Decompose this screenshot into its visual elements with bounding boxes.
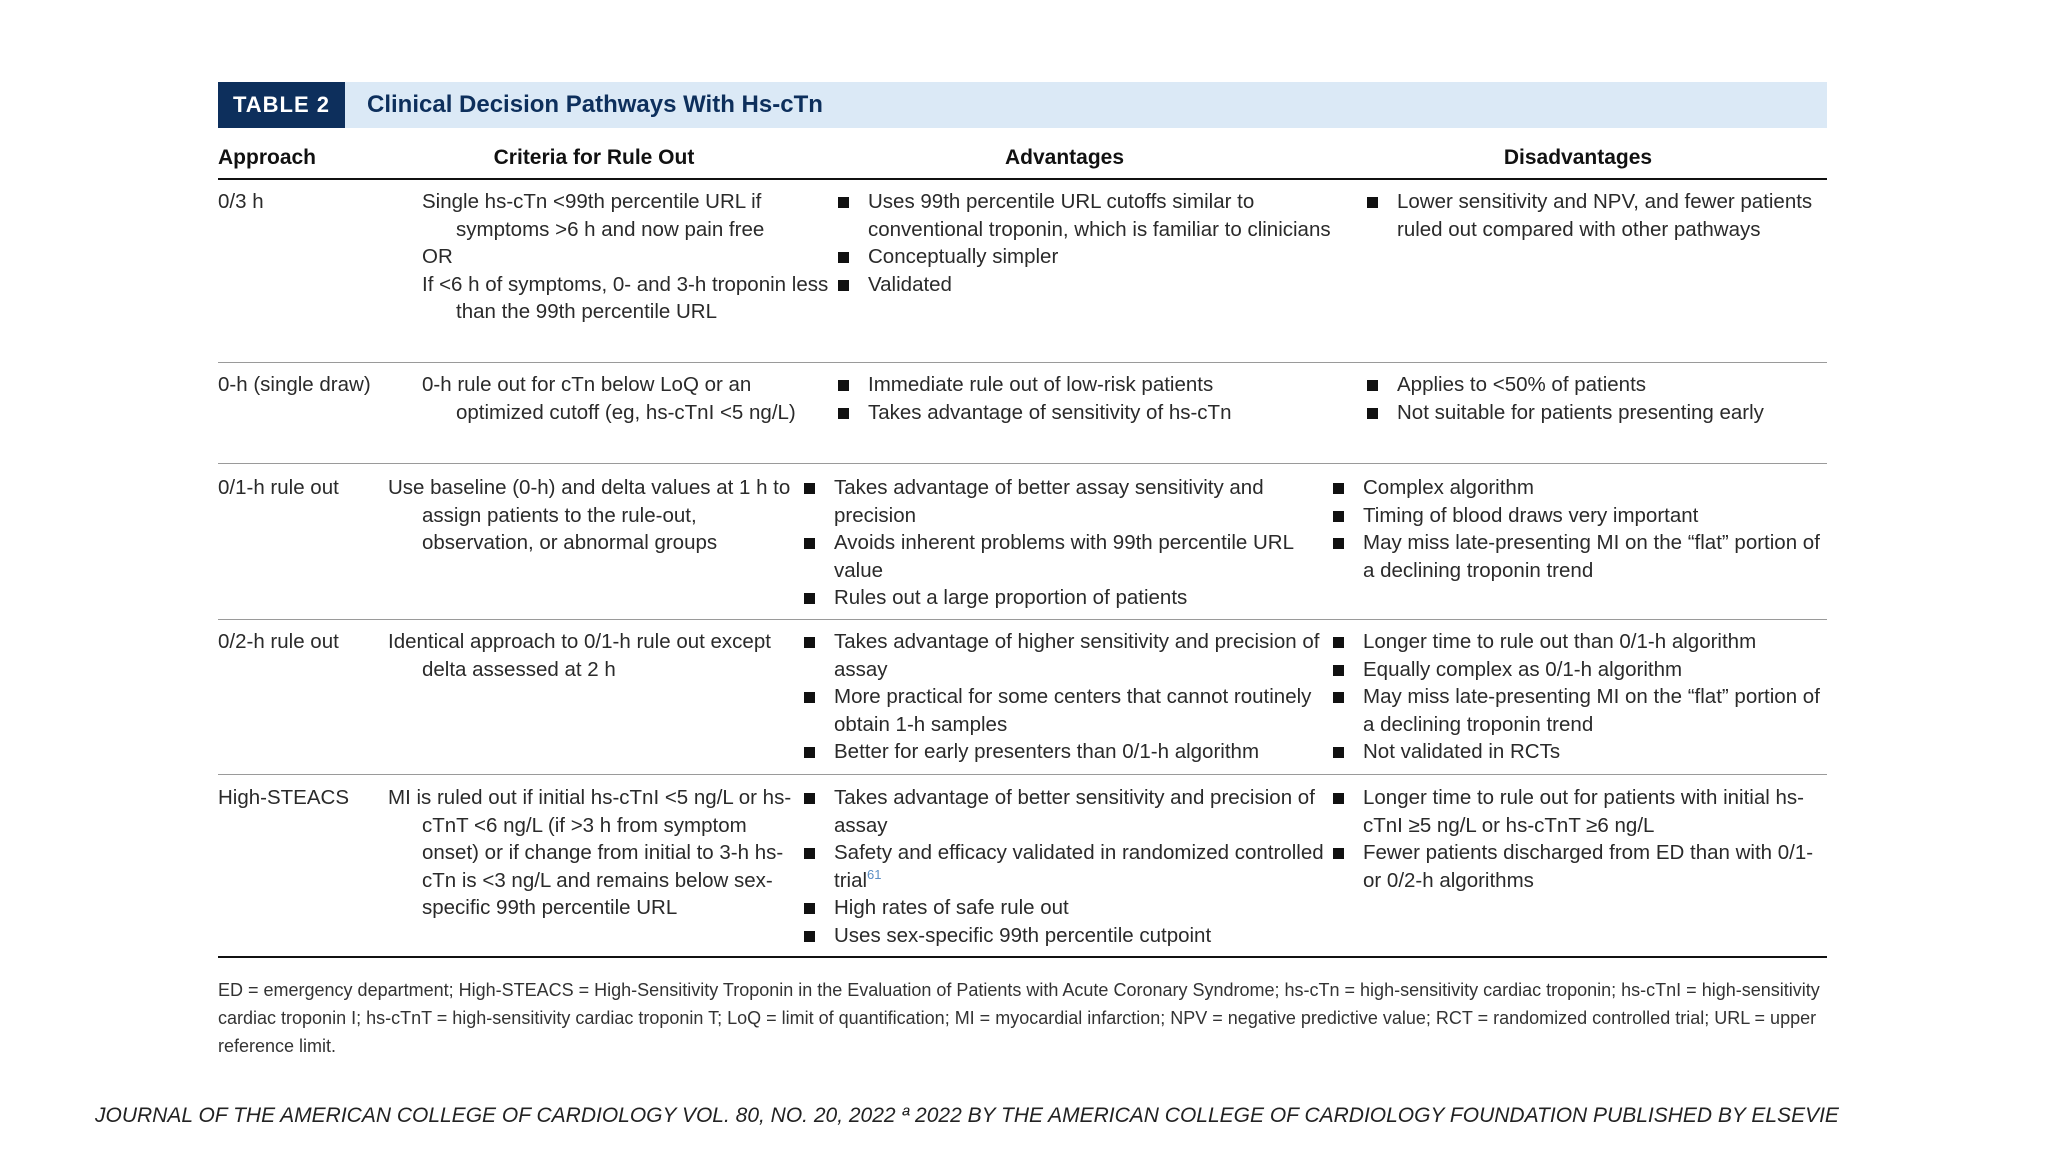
advantage-item: Better for early presenters than 0/1-h algorithm	[800, 738, 1329, 766]
disadvantages-cell	[1329, 628, 1827, 774]
advantage-item: Takes advantage of better sensitivity and precision of assay	[800, 784, 1329, 839]
advantage-item: Validated	[834, 271, 1363, 299]
disadvantage-item: May miss late-presenting MI on the “flat” portion of a declining troponin trend	[1329, 683, 1827, 738]
advantage-item	[800, 839, 1329, 894]
criteria-cell	[388, 628, 800, 774]
approach-cell: 0/1-h rule out	[218, 476, 339, 499]
criteria-cell	[422, 371, 834, 463]
advantages-cell	[800, 474, 1329, 619]
table-footnote: ED = emergency department; High-STEACS = High-Sensitivity Troponin in the Evaluation of Patients with Acute Coronary Syndrome; hs-cTn = high-sensitivity cardiac troponin; hs-cTnI = high-sensitivity cardiac troponin I; hs-cTnT = high-sensitivity cardiac troponin T; LoQ = limit of quantification; MI = myocardial infarction; NPV = negative predictive value; RCT = randomized controlled trial; URL = upper reference limit.	[218, 980, 1820, 1056]
criteria-line: If <6 h of symptoms, 0- and 3-h troponin less than the 99th percentile URL	[422, 272, 829, 324]
criteria-line: Single hs-cTn <99th percentile URL if symptoms >6 h and now pain free	[422, 190, 765, 241]
criteria-cell	[422, 188, 834, 362]
advantage-text: Safety and efficacy validated in randomized controlled trial	[834, 841, 1324, 892]
criteria-line: OR	[422, 245, 453, 269]
disadvantage-item: Longer time to rule out for patients with initial hs-cTnI ≥5 ng/L or hs-cTnT ≥6 ng/L	[1329, 784, 1827, 839]
header-criteria: Criteria for Rule Out	[493, 146, 695, 169]
disadvantage-item: Complex algorithm	[1329, 474, 1827, 502]
disadvantage-item: Not suitable for patients presenting early	[1363, 399, 1827, 427]
disadvantage-item: Timing of blood draws very important	[1329, 502, 1827, 530]
reference-superscript[interactable]: 61	[867, 866, 882, 882]
advantage-item: Takes advantage of sensitivity of hs-cTn	[834, 399, 1363, 427]
table-tag: TABLE 2	[218, 82, 345, 128]
header-advantages: Advantages	[1004, 146, 1125, 169]
advantage-item: More practical for some centers that cannot routinely obtain 1-h samples	[800, 683, 1329, 738]
journal-citation: JOURNAL OF THE AMERICAN COLLEGE OF CARDIOLOGY VOL. 80, NO. 20, 2022 ª 2022 BY THE AMERICAN COLLEGE OF CARDIOLOGY FOUNDATION PUBLISHED BY ELSEVIE	[95, 1104, 1839, 1127]
table-row	[218, 775, 1827, 958]
approach-cell: High-STEACS	[218, 786, 350, 809]
criteria-cell	[388, 784, 800, 956]
disadvantage-item: Longer time to rule out than 0/1-h algorithm	[1329, 628, 1827, 656]
advantages-cell	[800, 784, 1329, 956]
approach-cell: 0/2-h rule out	[218, 630, 339, 653]
advantage-item: Immediate rule out of low-risk patients	[834, 371, 1363, 399]
advantage-item: Takes advantage of higher sensitivity and precision of assay	[800, 628, 1329, 683]
advantage-item: Rules out a large proportion of patients	[800, 584, 1329, 612]
approach-cell: 0-h (single draw)	[218, 373, 371, 396]
disadvantages-cell	[1329, 474, 1827, 619]
advantages-cell	[834, 371, 1363, 463]
advantages-cell	[834, 188, 1363, 362]
table-2	[218, 82, 1827, 1060]
advantage-item: Avoids inherent problems with 99th percentile URL value	[800, 529, 1329, 584]
disadvantage-item: Applies to <50% of patients	[1363, 371, 1827, 399]
table-title: Clinical Decision Pathways With Hs-cTn	[367, 91, 823, 118]
table-title-bar	[218, 82, 1827, 128]
disadvantages-cell	[1363, 188, 1827, 362]
criteria-line: Use baseline (0-h) and delta values at 1 h to assign patients to the rule-out, observation, or abnormal groups	[388, 476, 791, 555]
advantage-item: Conceptually simpler	[834, 243, 1363, 271]
disadvantages-cell	[1363, 371, 1827, 463]
disadvantages-cell	[1329, 784, 1827, 956]
disadvantage-item: Equally complex as 0/1-h algorithm	[1329, 656, 1827, 684]
advantage-item: Uses sex-specific 99th percentile cutpoint	[800, 922, 1329, 950]
table-row	[218, 180, 1827, 363]
header-disadvantages: Disadvantages	[1503, 146, 1653, 169]
advantages-cell	[800, 628, 1329, 774]
criteria-cell	[388, 474, 800, 619]
advantage-item: Takes advantage of better assay sensitivity and precision	[800, 474, 1329, 529]
disadvantage-item: May miss late-presenting MI on the “flat” portion of a declining troponin trend	[1329, 529, 1827, 584]
disadvantage-item: Lower sensitivity and NPV, and fewer patients ruled out compared with other pathways	[1363, 188, 1827, 243]
table-row	[218, 464, 1827, 620]
table-row	[218, 620, 1827, 775]
criteria-line: Identical approach to 0/1-h rule out except delta assessed at 2 h	[388, 630, 771, 681]
table-row	[218, 363, 1827, 464]
header-approach: Approach	[218, 146, 317, 169]
criteria-line: 0-h rule out for cTn below LoQ or an optimized cutoff (eg, hs-cTnI <5 ng/L)	[422, 373, 796, 424]
disadvantage-item: Not validated in RCTs	[1329, 738, 1827, 766]
approach-cell: 0/3 h	[218, 190, 264, 213]
advantage-item: Uses 99th percentile URL cutoffs similar to conventional troponin, which is familiar to clinicians	[834, 188, 1363, 243]
advantage-item: High rates of safe rule out	[800, 894, 1329, 922]
table-header-row	[218, 138, 1827, 180]
criteria-line: MI is ruled out if initial hs-cTnI <5 ng/L or hs-cTnT <6 ng/L (if >3 h from symptom onset) or if change from initial to 3-h hs-cTn is <3 ng/L and remains below sex-specific 99th percentile URL	[388, 786, 792, 920]
disadvantage-item: Fewer patients discharged from ED than with 0/1- or 0/2-h algorithms	[1329, 839, 1827, 894]
